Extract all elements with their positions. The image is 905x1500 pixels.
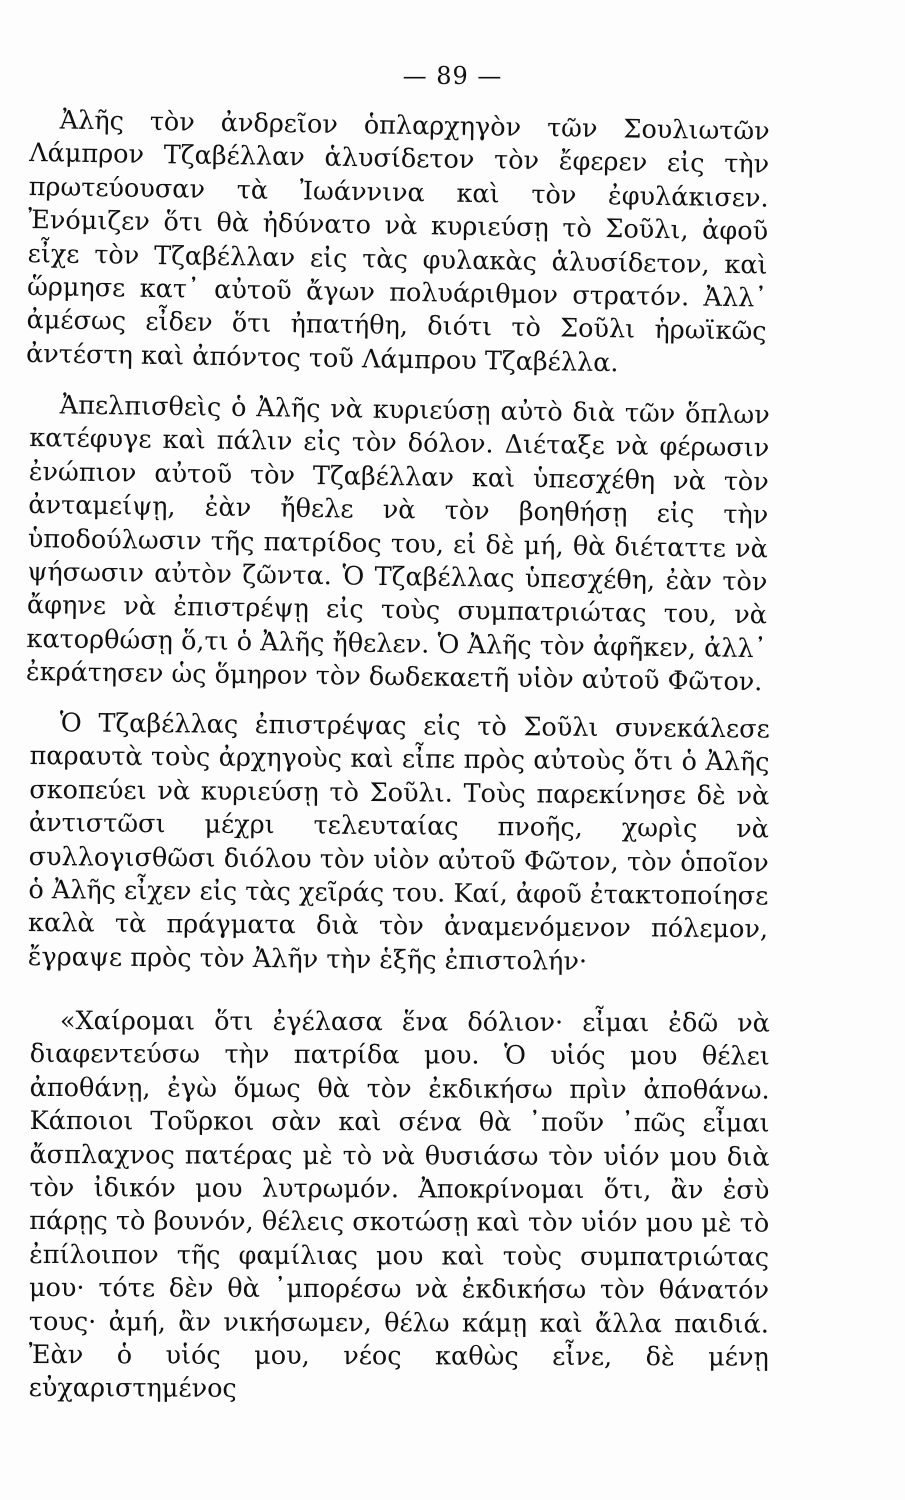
paragraph-text: «Χαίρομαι ὅτι ἐγέλασα ἕνα δόλιον· εἶμαι ἐδῶ νὰ διαφεντεύσω τὴν πατρίδα μου. Ὁ υἱός μου θέλει ἀποθάνῃ, ἐγὼ ὅμως θὰ τὸν ἐκδικήσω πρὶν ἀποθάνω. Κάποιοι Τοῦρκοι σὰν καὶ σένα θὰ ᾽ποῦν ᾽πῶς εἶμαι ἄσπλαχνος πατέρας μὲ τὸ νὰ θυσιάσω τὸν υἱόν μου διὰ τὸν ἰδικόν μου λυτρωμόν. Ἀποκρίνομαι ὅτι, ἂν ἐσὺ πάρῃς τὸ βουνόν, θέλεις σκοτώσῃ καὶ τὸν υἱόν μου μὲ τὸ ἐπίλοιπον τῆς φαμίλιας μου καὶ τοὺς συμπατριώτας μου· τότε δὲν θὰ ᾽μπορέσω νὰ ἐκδικήσω τὸν θάνατόν τους· ἀμή, ἂν νικήσωμεν, θέλω κάμῃ καὶ ἄλλα παιδιά. Ἐὰν ὁ υἱός μου, νέος καθὼς εἶνε, δὲ μένῃ εὐχαριστημένος <box>28 1006 770 1405</box>
paragraph-text: Ὁ Τζαβέλλας ἐπιστρέψας εἰς τὸ Σοῦλι συνεκάλεσε παραυτὰ τοὺς ἀρχηγοὺς καὶ εἶπε πρὸς αὐτοὺς ὅτι ὁ Ἀλῆς σκοπεύει νὰ κυριεύσῃ τὸ Σοῦλι. Τοὺς παρεκίνησε δὲ νὰ ἀντιστῶσι μέχρι τελευταίας πνοῆς, χωρὶς νὰ συλλογισθῶσι διόλου τὸν υἱὸν αὐτοῦ Φῶτον, τὸν ὁποῖον ὁ Ἀλῆς εἶχεν εἰς τὰς χεῖράς του. Καί, ἀφοῦ ἐτακτοποίησε καλὰ τὰ πράγματα διὰ τὸν ἀναμενόμενον πόλεμον, ἔγραψε πρὸς τὸν Ἀλῆν τὴν ἑξῆς ἐπιστολήν· <box>27 708 770 977</box>
paragraph-text: Ἀπελπισθεὶς ὁ Ἀλῆς νὰ κυριεύσῃ αὐτὸ διὰ τῶν ὅπλων κατέφυγε καὶ πάλιν εἰς τὸν δόλον. Διέταξε νὰ φέρωσιν ἐνώπιον αὐτοῦ τὸν Τζαβέλλαν καὶ ὑπεσχέθη νὰ τὸν ἀνταμείψῃ, ἐὰν ἤθελε νὰ τὸν βοηθήσῃ εἰς τὴν ὑποδούλωσιν τῆς πατρίδος του, εἰ δὲ μή, θὰ διέταττε νὰ ψήσωσιν αὐτὸν ζῶντα. Ὁ Τζαβέλλας ὑπεσχέθη, ἐὰν τὸν ἄφηνε νὰ ἐπιστρέψῃ εἰς τοὺς συμπατριώτας του, νὰ κατορθώσῃ ὅ,τι ὁ Ἀλῆς ἤθελεν. Ὁ Ἀλῆς τὸν ἀφῆκεν, ἀλλ᾽ ἐκράτησεν ὡς ὅμηρον τὸν δωδεκαετῆ υἱὸν αὐτοῦ Φῶτον. <box>25 390 770 698</box>
paragraph-4-letter <box>29 1005 770 1408</box>
page-number: — 89 — <box>402 62 503 90</box>
paragraph-2 <box>26 389 770 700</box>
paragraph-3 <box>28 707 770 981</box>
paragraph-text: Ἀλῆς τὸν ἀνδρεῖον ὁπλαρχηγὸν τῶν Σουλιωτῶν Λάμπρον Τζαβέλλαν ἁλυσίδετον τὸν ἔφερεν εἰς τὴν πρωτεύουσαν τὰ Ἰωάννινα καὶ τὸν ἐφυλάκισεν. Ἐνόμιζεν ὅτι θὰ ἠδύνατο νὰ κυριεύσῃ τὸ Σοῦλι, ἀφοῦ εἶχε τὸν Τζαβέλλαν εἰς τὰς φυλακὰς ἁλυσίδετον, καὶ ὥρμησε κατ᾽ αὐτοῦ ἄγων πολυάριθμον στρατόν. Ἀλλ᾽ ἀμέσως εἶδεν ὅτι ἠπατήθη, διότι τὸ Σοῦλι ἡρωϊκῶς ἀντέστη καὶ ἀπόντος τοῦ Λάμπρου Τζαβέλλα. <box>25 105 770 379</box>
paragraph-1 <box>26 104 770 383</box>
